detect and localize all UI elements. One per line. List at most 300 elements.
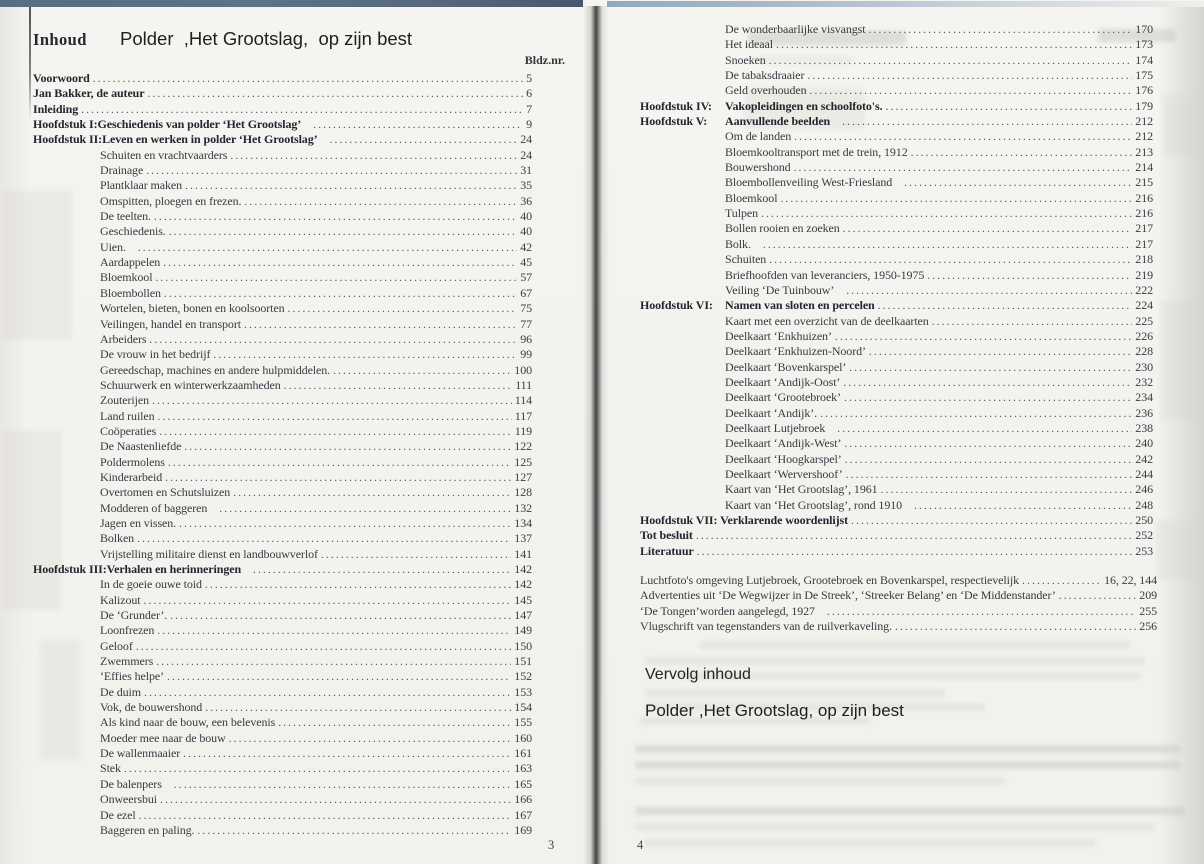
toc-entry-label: Loonfrezen (100, 623, 155, 638)
toc-page-number: 165 (514, 776, 532, 791)
bleed-through-artifact (635, 807, 1185, 815)
toc-leader-dots (696, 528, 1132, 544)
toc-page-number: 176 (1135, 83, 1153, 98)
toc-leader-dots (147, 86, 523, 102)
toc-entry (640, 544, 1153, 559)
toc-entry-label: Gereedschap, machines en andere hulpmiddelen. (100, 362, 331, 377)
toc-leader-dots (820, 406, 1132, 422)
toc-page-number: 42 (520, 239, 532, 254)
toc-leader-dots (219, 501, 511, 517)
chapter-prefix: Hoofdstuk IV: (640, 98, 712, 113)
toc-leader-dots (849, 360, 1132, 376)
toc-entry (640, 329, 1153, 344)
toc-page-number: 240 (1135, 436, 1153, 451)
toc-entry (33, 317, 532, 332)
toc-heading: Inhoud (33, 30, 87, 49)
toc-entry (640, 37, 1153, 52)
toc-entry-label: Advertenties uit ‘De Wegwijzer in De Streek’, ‘Streeker Belang’ en ‘De Middenstander’ (640, 588, 1056, 603)
toc-leader-dots (895, 619, 1136, 635)
bleed-through-artifact (1160, 300, 1198, 420)
toc-entry (33, 224, 532, 239)
toc-entry-label: Deelkaart ‘Hoogkarspel’ (725, 451, 842, 466)
toc-page-number: 122 (514, 439, 532, 454)
toc-entry (640, 268, 1153, 283)
toc-leader-dots (278, 715, 511, 731)
toc-leader-dots (807, 68, 1132, 84)
toc-page-number: 213 (1135, 144, 1153, 159)
toc-entry (640, 83, 1153, 98)
toc-leader-dots (149, 332, 517, 348)
toc-leader-dots (769, 252, 1132, 268)
toc-entry (640, 191, 1153, 206)
toc-entry (640, 360, 1153, 375)
toc-entry (640, 452, 1153, 467)
toc-entry-label: Deelkaart Lutjebroek (725, 420, 826, 435)
toc-leader-dots (843, 221, 1133, 237)
toc-leader-dots (886, 99, 1133, 115)
toc-leader-dots (146, 163, 517, 179)
toc-entry (640, 421, 1153, 436)
toc-leader-dots (1059, 588, 1137, 604)
toc-page-number: 212 (1135, 114, 1153, 129)
toc-entry (640, 467, 1153, 482)
toc-leader-dots (205, 577, 511, 593)
toc-entry (640, 436, 1153, 451)
bleed-through-artifact (1156, 520, 1198, 580)
toc-page-number: 219 (1135, 267, 1153, 282)
toc-entry-label: Bolk. (725, 236, 751, 251)
toc-page-number: 218 (1135, 252, 1153, 267)
toc-entry (33, 746, 532, 761)
toc-entry-label: Tot besluit (640, 528, 693, 543)
toc-entry-label: De vrouw in het bedrijf (100, 347, 211, 362)
toc-leader-dots (156, 654, 511, 670)
toc-entry-label: ‘Effies helpe’ (100, 669, 165, 684)
toc-entry-label: De tabaksdraaier (725, 68, 805, 83)
toc-entry (33, 792, 532, 807)
toc-page-number: 152 (514, 669, 532, 684)
toc-entry-label: In de goeie ouwe toid (100, 577, 202, 592)
toc-leader-dots (827, 604, 1136, 620)
toc-page-number: 154 (514, 700, 532, 715)
toc-page-number: 36 (520, 193, 532, 208)
toc-page-number: 134 (514, 515, 532, 530)
folio-left: 3 (548, 838, 555, 852)
toc-leader-dots (780, 191, 1132, 207)
toc-entry-label: Poldermolens (100, 454, 165, 469)
toc-page-number: 160 (514, 730, 532, 745)
scan-artifact-line (29, 7, 31, 119)
toc-entry (33, 439, 532, 454)
toc-entry-label: Hoofdstuk I:Geschiedenis van polder ‘Het Grootslag’ (33, 117, 302, 132)
toc-leader-dots (835, 329, 1132, 345)
toc-page-number: 35 (520, 178, 532, 193)
toc-entry-label: Bouwershond (725, 160, 791, 175)
toc-entry-label: Schuurwerk en winterwerkzaamheden (100, 377, 281, 392)
toc-page-number: 234 (1135, 390, 1153, 405)
toc-page-number: 40 (520, 224, 532, 239)
toc-entry (640, 604, 1157, 619)
toc-page-number: 216 (1135, 190, 1153, 205)
toc-leader-dots (169, 224, 518, 240)
toc-entry-label: Als kind naar de bouw, een belevenis (100, 715, 276, 730)
toc-entry-label: Literatuur (640, 543, 694, 558)
toc-page-number: 125 (514, 454, 532, 469)
toc-leader-dots (769, 53, 1133, 69)
toc-page-number: 244 (1135, 466, 1153, 481)
toc-entry-label: Onweersbui (100, 792, 157, 807)
toc-page-number: 6 (526, 86, 532, 101)
toc-page-number: 24 (520, 147, 532, 162)
toc-page-number: 224 (1135, 298, 1153, 313)
toc-entry-label: Coöperaties (100, 423, 157, 438)
continuation-heading: Vervolg inhoud (645, 666, 751, 683)
toc-leader-dots (179, 516, 511, 532)
toc-page-number: 215 (1135, 175, 1153, 190)
toc-leader-dots (230, 148, 517, 164)
toc-page-number: 99 (520, 347, 532, 362)
toc-entry-label: De ezel (100, 807, 136, 822)
toc-leader-dots (229, 731, 512, 747)
toc-entry-label: Deelkaart ‘Grootebroek’ (725, 390, 841, 405)
toc-entry-label: Deelkaart ‘Wervershoof’ (725, 466, 843, 481)
toc-entry (640, 114, 1153, 129)
toc-entry (33, 470, 532, 485)
toc-leader-dots (869, 22, 1133, 38)
toc-entry-label: Geloof (100, 638, 133, 653)
toc-page-number: 225 (1135, 313, 1153, 328)
toc-entry (33, 516, 532, 531)
toc-page-number: 75 (520, 301, 532, 316)
toc-entry (640, 298, 1153, 313)
bleed-through-artifact (645, 689, 945, 697)
toc-entry (33, 178, 532, 193)
toc-page-number: 250 (1135, 513, 1153, 527)
toc-leader-dots (174, 777, 512, 793)
toc-entry (640, 283, 1153, 298)
toc-entry (640, 498, 1153, 513)
toc-entry (640, 206, 1153, 221)
toc-entry (640, 175, 1153, 190)
toc-leader-dots (197, 823, 511, 839)
toc-entry (33, 547, 532, 562)
toc-page-number: 167 (514, 807, 532, 822)
toc-leader-dots (904, 175, 1132, 191)
toc-entry (640, 513, 1153, 528)
toc-entry (640, 145, 1153, 160)
toc-entry-label: Deelkaart ‘Enkhuizen-Noord’ (725, 344, 866, 359)
toc-entry (33, 777, 532, 792)
toc-entry-label: Bollen rooien en zoeken (725, 221, 840, 236)
toc-entry-label: Bloembollen (100, 285, 161, 300)
toc-entry-label: De balenpers (100, 776, 162, 791)
book-cover-edge-left (0, 0, 583, 7)
toc-leader-dots (932, 314, 1133, 330)
toc-page-number: 132 (514, 500, 532, 515)
toc-list-right (640, 22, 1153, 559)
toc-page-number: 5 (526, 71, 532, 85)
toc-leader-dots (184, 439, 511, 455)
toc-entry (33, 654, 532, 669)
toc-entry-label: Schuiten en vrachtvaarders (100, 147, 228, 162)
toc-entry-label: De Naastenliefde (100, 439, 182, 454)
toc-entry (640, 588, 1157, 603)
toc-entry-label: Deelkaart ‘Enkhuizen’ (725, 328, 832, 343)
toc-entry (33, 808, 532, 823)
toc-page-number: 166 (514, 792, 532, 807)
toc-leader-dots (761, 206, 1132, 222)
toc-leader-dots (124, 761, 511, 777)
toc-entry-label: Namen van sloten en percelen (725, 298, 875, 313)
toc-entry (33, 255, 532, 270)
toc-page-number: 137 (514, 531, 532, 546)
toc-entry (33, 363, 532, 378)
toc-entry-label: Uien. (100, 239, 126, 254)
toc-entry (33, 823, 532, 838)
toc-leader-dots (843, 375, 1132, 391)
book-cover-edge-right (607, 1, 1204, 7)
toc-page-number: 16, 22, 144 (1104, 573, 1157, 587)
toc-entry-label: De ‘Grunder’. (100, 608, 168, 623)
toc-page-number: 145 (514, 592, 532, 607)
toc-entry (640, 99, 1153, 114)
toc-leader-dots (158, 409, 512, 425)
bleed-through-artifact (700, 641, 1130, 649)
toc-leader-dots (313, 117, 523, 133)
toc-entry (640, 344, 1153, 359)
toc-leader-dots (844, 436, 1132, 452)
toc-entry (33, 194, 532, 209)
toc-entry (33, 593, 532, 608)
toc-page-number: 216 (1135, 206, 1153, 221)
toc-entry (33, 639, 532, 654)
toc-page-number: 45 (520, 255, 532, 270)
toc-entry (33, 347, 532, 362)
toc-entry (33, 409, 532, 424)
toc-leader-dots (763, 237, 1132, 253)
toc-page-number: 242 (1135, 451, 1153, 466)
toc-list-left (33, 71, 532, 838)
toc-page-number: 214 (1135, 160, 1153, 175)
toc-entry-label: Jan Bakker, de auteur (33, 86, 145, 101)
toc-leader-dots (138, 240, 517, 256)
toc-entry-label: Geschiedenis. (100, 224, 166, 239)
toc-entry-label: Luchtfoto's omgeving Lutjebroek, Grootebroek en Bovenkarspel, respectievelijk (640, 573, 1020, 587)
toc-entry (640, 573, 1157, 588)
toc-entry (33, 731, 532, 746)
toc-page-number: 142 (514, 562, 532, 576)
toc-leader-dots (878, 298, 1133, 314)
toc-page-number: 179 (1135, 98, 1153, 113)
toc-entry (33, 715, 532, 730)
toc-entry (33, 562, 532, 577)
toc-page-number: 77 (520, 316, 532, 331)
toc-entry (33, 117, 532, 132)
toc-page-number: 147 (514, 608, 532, 623)
book-title-repeat: Polder ,Het Grootslag, op zijn best (645, 701, 904, 720)
toc-leader-dots (137, 531, 511, 547)
toc-page-number: 232 (1135, 374, 1153, 389)
toc-entry (33, 577, 532, 592)
toc-page-number: 142 (514, 577, 532, 592)
toc-entry (33, 163, 532, 178)
toc-page-number: 228 (1135, 344, 1153, 359)
toc-page-number: 175 (1135, 68, 1153, 83)
toc-entry (640, 528, 1153, 543)
toc-entry-label: Bolken (100, 531, 135, 546)
toc-page-number: 153 (514, 684, 532, 699)
toc-leader-dots (205, 700, 511, 716)
toc-leader-dots (165, 470, 511, 486)
toc-entry-label: Vlugschrift van tegenstanders van de ruilverkaveling. (640, 619, 892, 634)
toc-leader-dots (851, 513, 1132, 529)
toc-entry (33, 623, 532, 638)
toc-entry (640, 237, 1153, 252)
toc-leader-dots (869, 344, 1132, 360)
toc-leader-dots (284, 378, 513, 394)
toc-leader-dots (183, 746, 511, 762)
chapter-prefix: Hoofdstuk VI: (640, 298, 713, 313)
toc-leader-dots (168, 455, 512, 471)
toc-leader-dots (837, 421, 1132, 437)
toc-page-number: 255 (1139, 603, 1157, 618)
chapter-prefix: Hoofdstuk III: (33, 562, 107, 576)
toc-entry (33, 685, 532, 700)
toc-leader-dots (794, 129, 1132, 145)
toc-entry (640, 406, 1153, 421)
toc-page-number: 217 (1135, 236, 1153, 251)
bleed-through-artifact (635, 745, 1180, 753)
toc-page-number: 9 (526, 117, 532, 132)
toc-entry (33, 700, 532, 715)
toc-page-number: 248 (1135, 497, 1153, 512)
toc-leader-dots (911, 145, 1133, 161)
toc-leader-dots (93, 71, 523, 87)
toc-page-number: 226 (1135, 328, 1153, 343)
toc-leader-dots (154, 209, 517, 225)
toc-leader-dots (233, 485, 511, 501)
chapter-prefix: Hoofdstuk II: (33, 132, 103, 147)
chapter-prefix: Hoofdstuk V: (640, 114, 708, 129)
toc-page-number: 173 (1135, 37, 1153, 52)
toc-page-number: 222 (1135, 282, 1153, 297)
toc-entry-label: Om de landen (725, 129, 792, 144)
toc-entry-label: Snoeken (725, 52, 766, 67)
toc-entry (33, 608, 532, 623)
toc-leader-dots (288, 301, 518, 317)
toc-addendum-list (640, 573, 1157, 634)
toc-page-number: 253 (1135, 543, 1153, 558)
toc-leader-dots (842, 114, 1132, 130)
toc-entry-label: Bloemkooltransport met de trein, 1912 (725, 144, 908, 159)
toc-leader-dots (144, 593, 512, 609)
toc-entry (33, 71, 532, 86)
toc-leader-dots (914, 498, 1132, 514)
toc-entry-label: Deelkaart ‘Bovenkarspel’ (725, 359, 847, 374)
toc-page-number: 230 (1135, 359, 1153, 374)
toc-page-number: 117 (514, 408, 532, 423)
toc-leader-dots (170, 608, 511, 624)
toc-leader-dots (136, 639, 512, 655)
toc-page-number: 170 (1135, 22, 1153, 36)
toc-entry-label: De wonderbaarlijke visvangst (725, 22, 866, 36)
toc-entry-label: Vakopleidingen en schoolfoto's. (725, 98, 883, 113)
toc-leader-dots (333, 363, 511, 379)
toc-entry (33, 102, 532, 117)
toc-leader-dots (845, 452, 1133, 468)
toc-page-number: 169 (514, 822, 532, 837)
toc-leader-dots (167, 669, 511, 685)
toc-entry-label: Deelkaart ‘Andijk-Oost’ (725, 374, 841, 389)
toc-entry-label: Veiling ‘De Tuinbouw’ (725, 282, 835, 297)
toc-entry-label: Bloemkool (100, 270, 153, 285)
toc-page-number: 163 (514, 761, 532, 776)
bleed-through-artifact (645, 657, 1145, 665)
bleed-through-artifact (635, 777, 1005, 785)
toc-entry-label: Vrijstelling militaire dienst en landbouwverlof (100, 546, 318, 561)
toc-entry-label: Veilingen, handel en transport (100, 316, 241, 331)
toc-entry (640, 68, 1153, 83)
toc-entry-label: Schuiten (725, 252, 767, 267)
toc-leader-dots (155, 270, 517, 286)
toc-entry (33, 761, 532, 776)
toc-page-number: 96 (520, 331, 532, 346)
toc-page-number: 246 (1135, 482, 1153, 497)
toc-leader-dots (157, 623, 511, 639)
bleed-through-artifact (645, 839, 1095, 847)
bleed-through-artifact (1162, 95, 1198, 155)
toc-page-number: 141 (514, 546, 532, 561)
toc-page-number: 7 (526, 101, 532, 116)
toc-entry-label: Plantklaar maken (100, 178, 183, 193)
toc-leader-dots (927, 268, 1132, 284)
toc-page-number: 236 (1135, 405, 1153, 420)
toc-leader-dots (697, 544, 1133, 560)
toc-entry-label: Omspitten, ploegen en frezen. (100, 193, 242, 208)
toc-page-number: 128 (514, 485, 532, 500)
toc-entry-label: Modderen of baggeren (100, 500, 208, 515)
toc-page-number: 40 (520, 209, 532, 224)
toc-entry-label: Wortelen, bieten, bonen en koolsoorten (100, 301, 285, 316)
toc-entry (33, 393, 532, 408)
toc-entry (640, 22, 1153, 37)
toc-entry (33, 669, 532, 684)
toc-page-number: 57 (520, 270, 532, 285)
toc-page-number: 155 (514, 715, 532, 730)
toc-page-number: 252 (1135, 528, 1153, 543)
toc-entry (33, 455, 532, 470)
toc-entry-label: Land ruilen (100, 408, 155, 423)
toc-leader-dots (139, 808, 512, 824)
toc-entry-label: ‘De Tongen’worden aangelegd, 1927 (640, 603, 815, 618)
toc-entry-label: Inleiding (33, 101, 79, 116)
toc-entry-label: Kaart van ‘Het Grootslag’, 1961 (725, 482, 878, 497)
toc-page-number: 151 (514, 654, 532, 669)
toc-entry (33, 240, 532, 255)
toc-entry (640, 375, 1153, 390)
toc-entry-label: Bloemkool (725, 190, 778, 205)
toc-entry-label: Verhalen en herinneringen (106, 562, 242, 576)
toc-page-number: 212 (1135, 129, 1153, 144)
page-number-column-label: Bldz.nr. (524, 53, 565, 67)
toc-leader-dots (253, 562, 511, 578)
toc-page-number: 149 (514, 623, 532, 638)
toc-leader-dots (163, 255, 517, 271)
toc-entry-label: Het ideaal (725, 37, 773, 52)
toc-entry (640, 160, 1153, 175)
toc-leader-dots (844, 390, 1132, 406)
toc-entry-label: Aanvullende beelden (725, 114, 831, 129)
